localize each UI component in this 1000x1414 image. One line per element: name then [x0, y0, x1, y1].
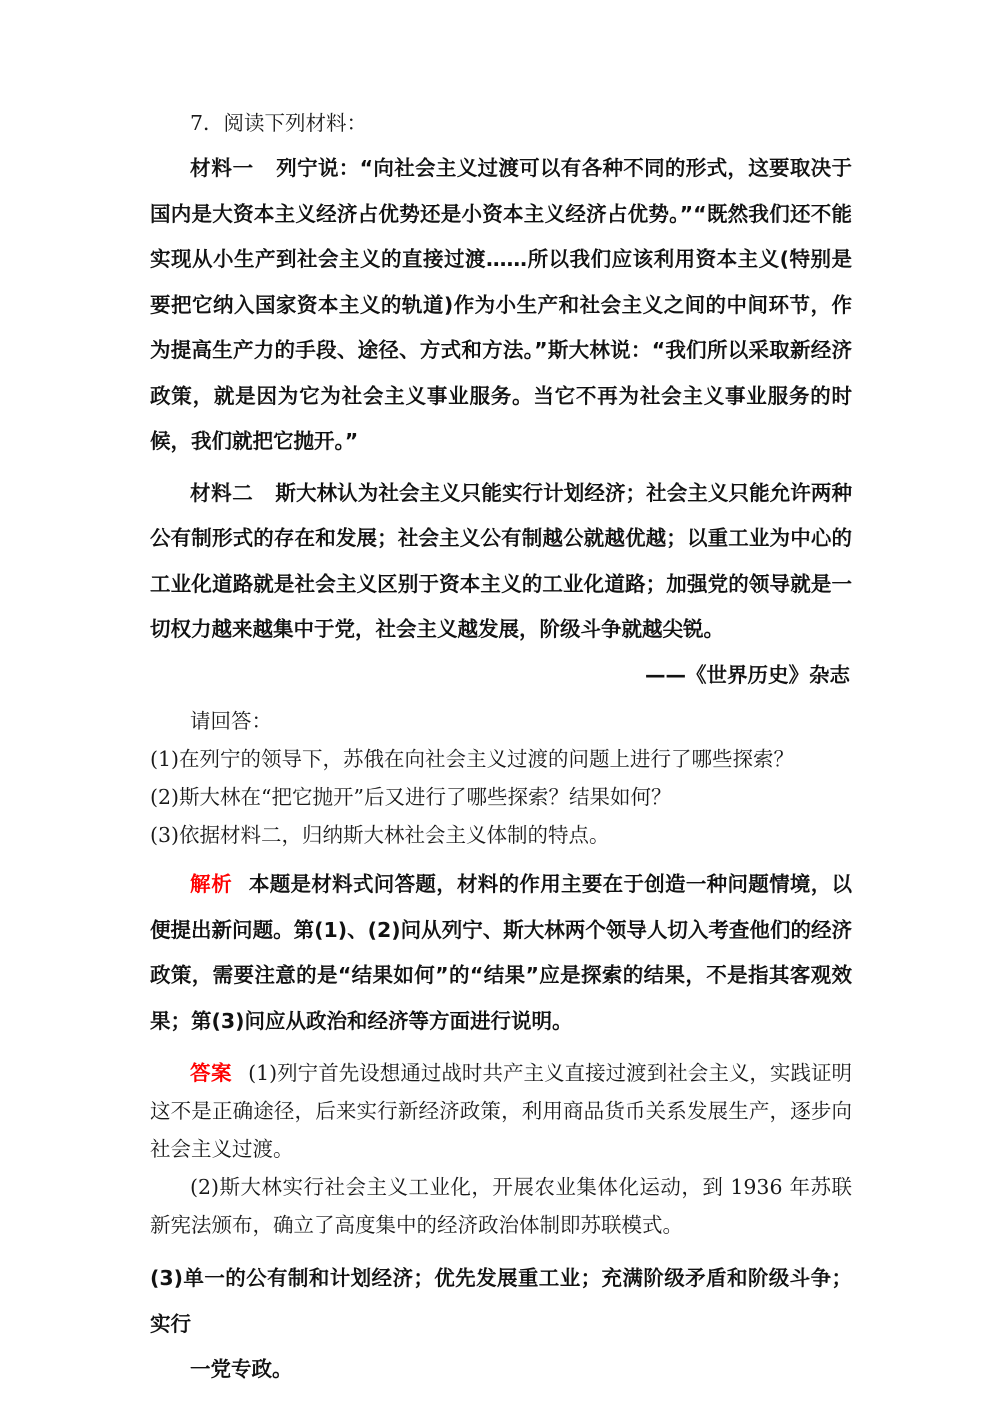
material-two-label: 材料二 [190, 480, 254, 505]
material-one-body: 列宁说：“向社会主义过渡可以有各种不同的形式，这要取决于国内是大资本主义经济占优势还是小资本主义经济占优势。”“既然我们还不能实现从小生产到社会主义的直接过渡……所以我们应该利用资本主义(特别是要把它纳入国家资本主义的轨道)作为小生产和社会主义之间的中间环节，作为提高生产力的手段、途径、方式和方法。”斯大林说：“我们所以采取新经济政策，就是因为它为社会主义事业服务。当它不再为社会主义事业服务的时候，我们就把它抛开。” [150, 156, 853, 453]
ask-item-2: (2)斯大林在“把它抛开”后又进行了哪些探索？结果如何？ [150, 785, 672, 809]
analysis-block [150, 862, 852, 1044]
answer-paragraph-2: (2)斯大林实行社会主义工业化，开展农业集体化运动，到 1936 年苏联新宪法颁布，确立了高度集中的经济政治体制即苏联模式。 [150, 1175, 852, 1237]
answer-final-tail: 一党专政。 [190, 1357, 293, 1381]
answer-final-block [150, 1256, 852, 1393]
answer-final-line: (3)单一的公有制和计划经济；优先发展重工业；充满阶级矛盾和阶级斗争；实行 [150, 1266, 852, 1336]
material-one [150, 146, 852, 465]
material-one-label: 材料一 [190, 156, 254, 180]
ask-item-1: (1)在列宁的领导下，苏俄在向社会主义过渡的问题上进行了哪些探索？ [150, 747, 795, 771]
ask-block [150, 702, 852, 854]
answer-paragraph-1 [150, 1054, 852, 1168]
page-content [150, 104, 852, 1393]
question-number-line: 7．阅读下列材料： [190, 111, 368, 135]
material-two [150, 471, 852, 653]
source-citation: ——《世界历史》杂志 [645, 662, 850, 687]
material-two-body: 斯大林认为社会主义只能实行计划经济；社会主义只能允许两种公有制形式的存在和发展；社会主义公有制越公就越优越；以重工业为中心的工业化道路就是社会主义区别于资本主义的工业化道路；加强党的领导就是一切权力越来越集中于党，社会主义越发展，阶级斗争就越尖锐。 [150, 480, 853, 641]
analysis-body: 本题是材料式问答题，材料的作用主要在于创造一种问题情境，以便提出新问题。第(1)、(2)问从列宁、斯大林两个领导人切入考查他们的经济政策，需要注意的是“结果如何”的“结果”应是探索的结果，不是指其客观效果；第(3)问应从政治和经济等方面进行说明。 [150, 872, 853, 1033]
analysis-label: 解析 [190, 872, 233, 896]
ask-item-3: (3)依据材料二，归纳斯大林社会主义体制的特点。 [150, 823, 610, 847]
answer-body-1: (1)列宁首先设想通过战时共产主义直接过渡到社会主义，实践证明这不是正确途径，后来实行新经济政策，利用商品货币关系发展生产，逐步向社会主义过渡。 [150, 1061, 853, 1161]
answer-block [150, 1054, 852, 1244]
answer-label: 答案 [190, 1061, 233, 1085]
ask-prompt: 请回答： [190, 709, 272, 733]
